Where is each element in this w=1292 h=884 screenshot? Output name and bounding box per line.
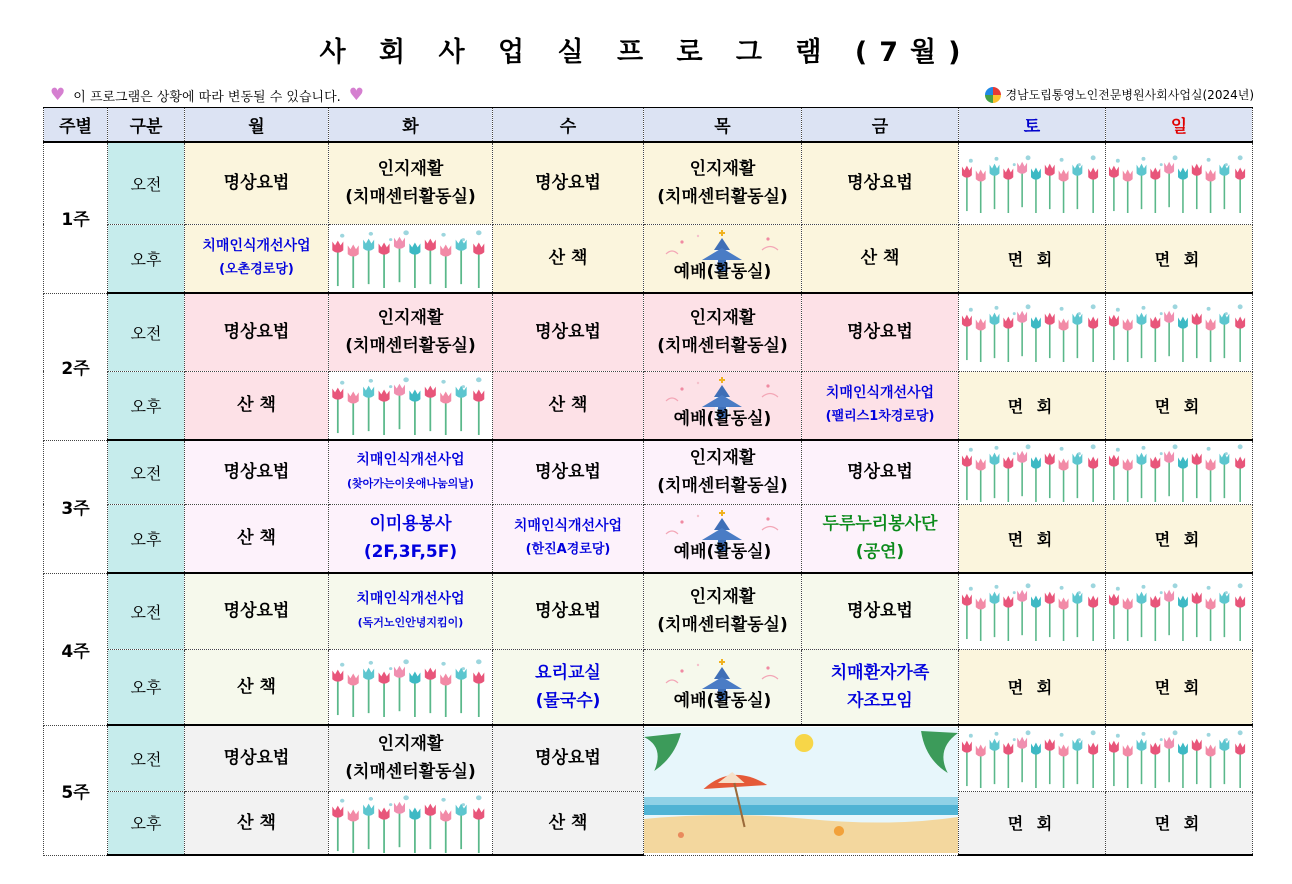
activity-meditation: 명상요법 — [223, 748, 290, 769]
tulip-flowers-image — [1106, 442, 1252, 502]
table-row — [44, 504, 1253, 573]
activity-walk: 산 책 — [237, 395, 276, 416]
activity-visit: 면 회 — [1154, 814, 1204, 834]
activity-visit: 면 회 — [1007, 814, 1057, 834]
activity-meditation: 명상요법 — [847, 322, 913, 343]
activity-meditation: 명상요법 — [223, 601, 290, 622]
activity-walk: 산 책 — [237, 528, 276, 549]
heart-icon: ♥ — [348, 85, 365, 105]
activity-meditation: 명상요법 — [535, 748, 601, 769]
activity-meditation: 명상요법 — [223, 173, 290, 194]
table-row — [44, 371, 1253, 440]
activity-visit: 면 회 — [1007, 678, 1057, 698]
tulip-flowers-image — [959, 728, 1105, 788]
activity-cognitive: 인지재활 (치매센터활동실) — [657, 159, 788, 208]
activity-worship: 예배(활동실) — [673, 262, 772, 283]
activity-dementia-awareness: 치매인식개선사업 (찾아가는이웃애나눔의날) — [347, 452, 474, 491]
heart-icon: ♥ — [50, 85, 66, 105]
hospital-logo-icon — [985, 87, 1001, 103]
tulip-flowers-image — [329, 793, 492, 853]
page-title: 사 회 사 업 실 프 로 그 램 (7월) — [319, 37, 973, 68]
tulip-flowers-image — [1106, 581, 1252, 641]
activity-cognitive: 인지재활 (치매센터활동실) — [657, 587, 788, 636]
activity-visit: 면 회 — [1007, 529, 1057, 549]
table-row — [44, 293, 1253, 371]
activity-cognitive: 인지재활 (치매센터활동실) — [345, 308, 476, 357]
activity-meditation: 명상요법 — [223, 462, 290, 483]
week-label: 1주 — [44, 142, 108, 293]
activity-walk: 산 책 — [860, 248, 900, 269]
tulip-flowers-image — [329, 657, 492, 717]
activity-walk: 산 책 — [548, 812, 588, 833]
activity-cognitive: 인지재활 (치매센터활동실) — [657, 448, 788, 497]
activity-visit: 면 회 — [1154, 529, 1204, 549]
activity-cognitive: 인지재활 (치매센터활동실) — [657, 308, 788, 357]
tulip-flowers-image — [1106, 153, 1252, 213]
activity-walk: 산 책 — [548, 248, 588, 269]
activity-cognitive: 인지재활 (치매센터활동실) — [345, 159, 476, 208]
table-row — [44, 573, 1253, 649]
table-row — [44, 649, 1253, 725]
activity-dementia-awareness: 치매인식개선사업 (독거노인안녕지킴이) — [356, 591, 465, 630]
activity-visit: 면 회 — [1154, 678, 1204, 698]
activity-family-support-group: 치매환자가족 자조모임 — [830, 662, 930, 711]
pm-label: 오후 — [108, 504, 185, 573]
organization — [985, 86, 1254, 103]
notice-text: 이 프로그램은 상황에 따라 변동될 수 있습니다. — [73, 89, 341, 105]
activity-visit: 면 회 — [1007, 249, 1057, 269]
week-label: 4주 — [44, 573, 108, 725]
pm-label: 오후 — [108, 791, 185, 855]
header-row — [44, 108, 1253, 143]
tulip-flowers-image — [959, 442, 1105, 502]
header-thursday: 목 — [644, 108, 802, 143]
header-section: 구분 — [108, 108, 185, 143]
activity-worship: 예배(활동실) — [673, 542, 772, 563]
activity-meditation: 명상요법 — [847, 173, 913, 194]
pm-label: 오후 — [108, 224, 185, 293]
tulip-flowers-image — [329, 228, 492, 288]
activity-dementia-awareness: 치매인식개선사업 (팰리스1차경로당) — [825, 385, 935, 425]
am-label: 오전 — [108, 142, 185, 224]
header-tuesday: 화 — [329, 108, 493, 143]
activity-meditation: 명상요법 — [535, 322, 601, 343]
schedule-table — [43, 107, 1253, 856]
tulip-flowers-image — [1106, 302, 1252, 362]
activity-worship: 예배(활동실) — [673, 690, 772, 711]
activity-beauty-volunteer: 이미용봉사 (2F,3F,5F) — [363, 514, 458, 563]
activity-walk: 산 책 — [237, 676, 276, 697]
activity-meditation: 명상요법 — [535, 462, 601, 483]
am-label: 오전 — [108, 573, 185, 649]
activity-visit: 면 회 — [1154, 396, 1204, 416]
am-label: 오전 — [108, 725, 185, 791]
table-row — [44, 142, 1253, 224]
activity-dementia-awareness: 치매인식개선사업 (오촌경로당) — [202, 238, 311, 278]
activity-meditation: 명상요법 — [847, 601, 913, 622]
header-sunday: 일 — [1106, 108, 1253, 143]
activity-meditation: 명상요법 — [535, 173, 601, 194]
week-label: 3주 — [44, 440, 108, 573]
activity-cognitive: 인지재활 (치매센터활동실) — [345, 734, 476, 783]
tulip-flowers-image — [959, 302, 1105, 362]
header-week: 주별 — [44, 108, 108, 143]
header-wednesday: 수 — [493, 108, 644, 143]
notice — [50, 85, 364, 105]
activity-dementia-awareness: 치매인식개선사업 (한진A경로당) — [513, 518, 623, 558]
table-row — [44, 224, 1253, 293]
header-monday: 월 — [185, 108, 329, 143]
beach-umbrella-image — [644, 727, 958, 853]
activity-visit: 면 회 — [1154, 249, 1204, 269]
week-label: 5주 — [44, 725, 108, 855]
activity-worship: 예배(활동실) — [673, 409, 772, 430]
activity-cooking-class: 요리교실 (물국수) — [535, 662, 601, 711]
activity-meditation: 명상요법 — [535, 601, 601, 622]
activity-volunteer-performance: 두루누리봉사단 (공연) — [822, 514, 938, 563]
am-label: 오전 — [108, 293, 185, 371]
am-label: 오전 — [108, 440, 185, 504]
header-friday: 금 — [802, 108, 959, 143]
table-row — [44, 725, 1253, 791]
activity-meditation: 명상요법 — [847, 462, 913, 483]
tulip-flowers-image — [329, 375, 492, 435]
pm-label: 오후 — [108, 649, 185, 725]
tulip-flowers-image — [1106, 728, 1252, 788]
pm-label: 오후 — [108, 371, 185, 440]
tulip-flowers-image — [959, 581, 1105, 641]
activity-visit: 면 회 — [1007, 396, 1057, 416]
activity-walk: 산 책 — [237, 812, 276, 833]
table-row — [44, 440, 1253, 504]
activity-meditation: 명상요법 — [223, 322, 290, 343]
organization-text: 경남도립통영노인전문병원사회사업실(2024년) — [1005, 88, 1254, 102]
activity-walk: 산 책 — [548, 395, 588, 416]
tulip-flowers-image — [959, 153, 1105, 213]
header-saturday: 토 — [959, 108, 1106, 143]
week-label: 2주 — [44, 293, 108, 440]
